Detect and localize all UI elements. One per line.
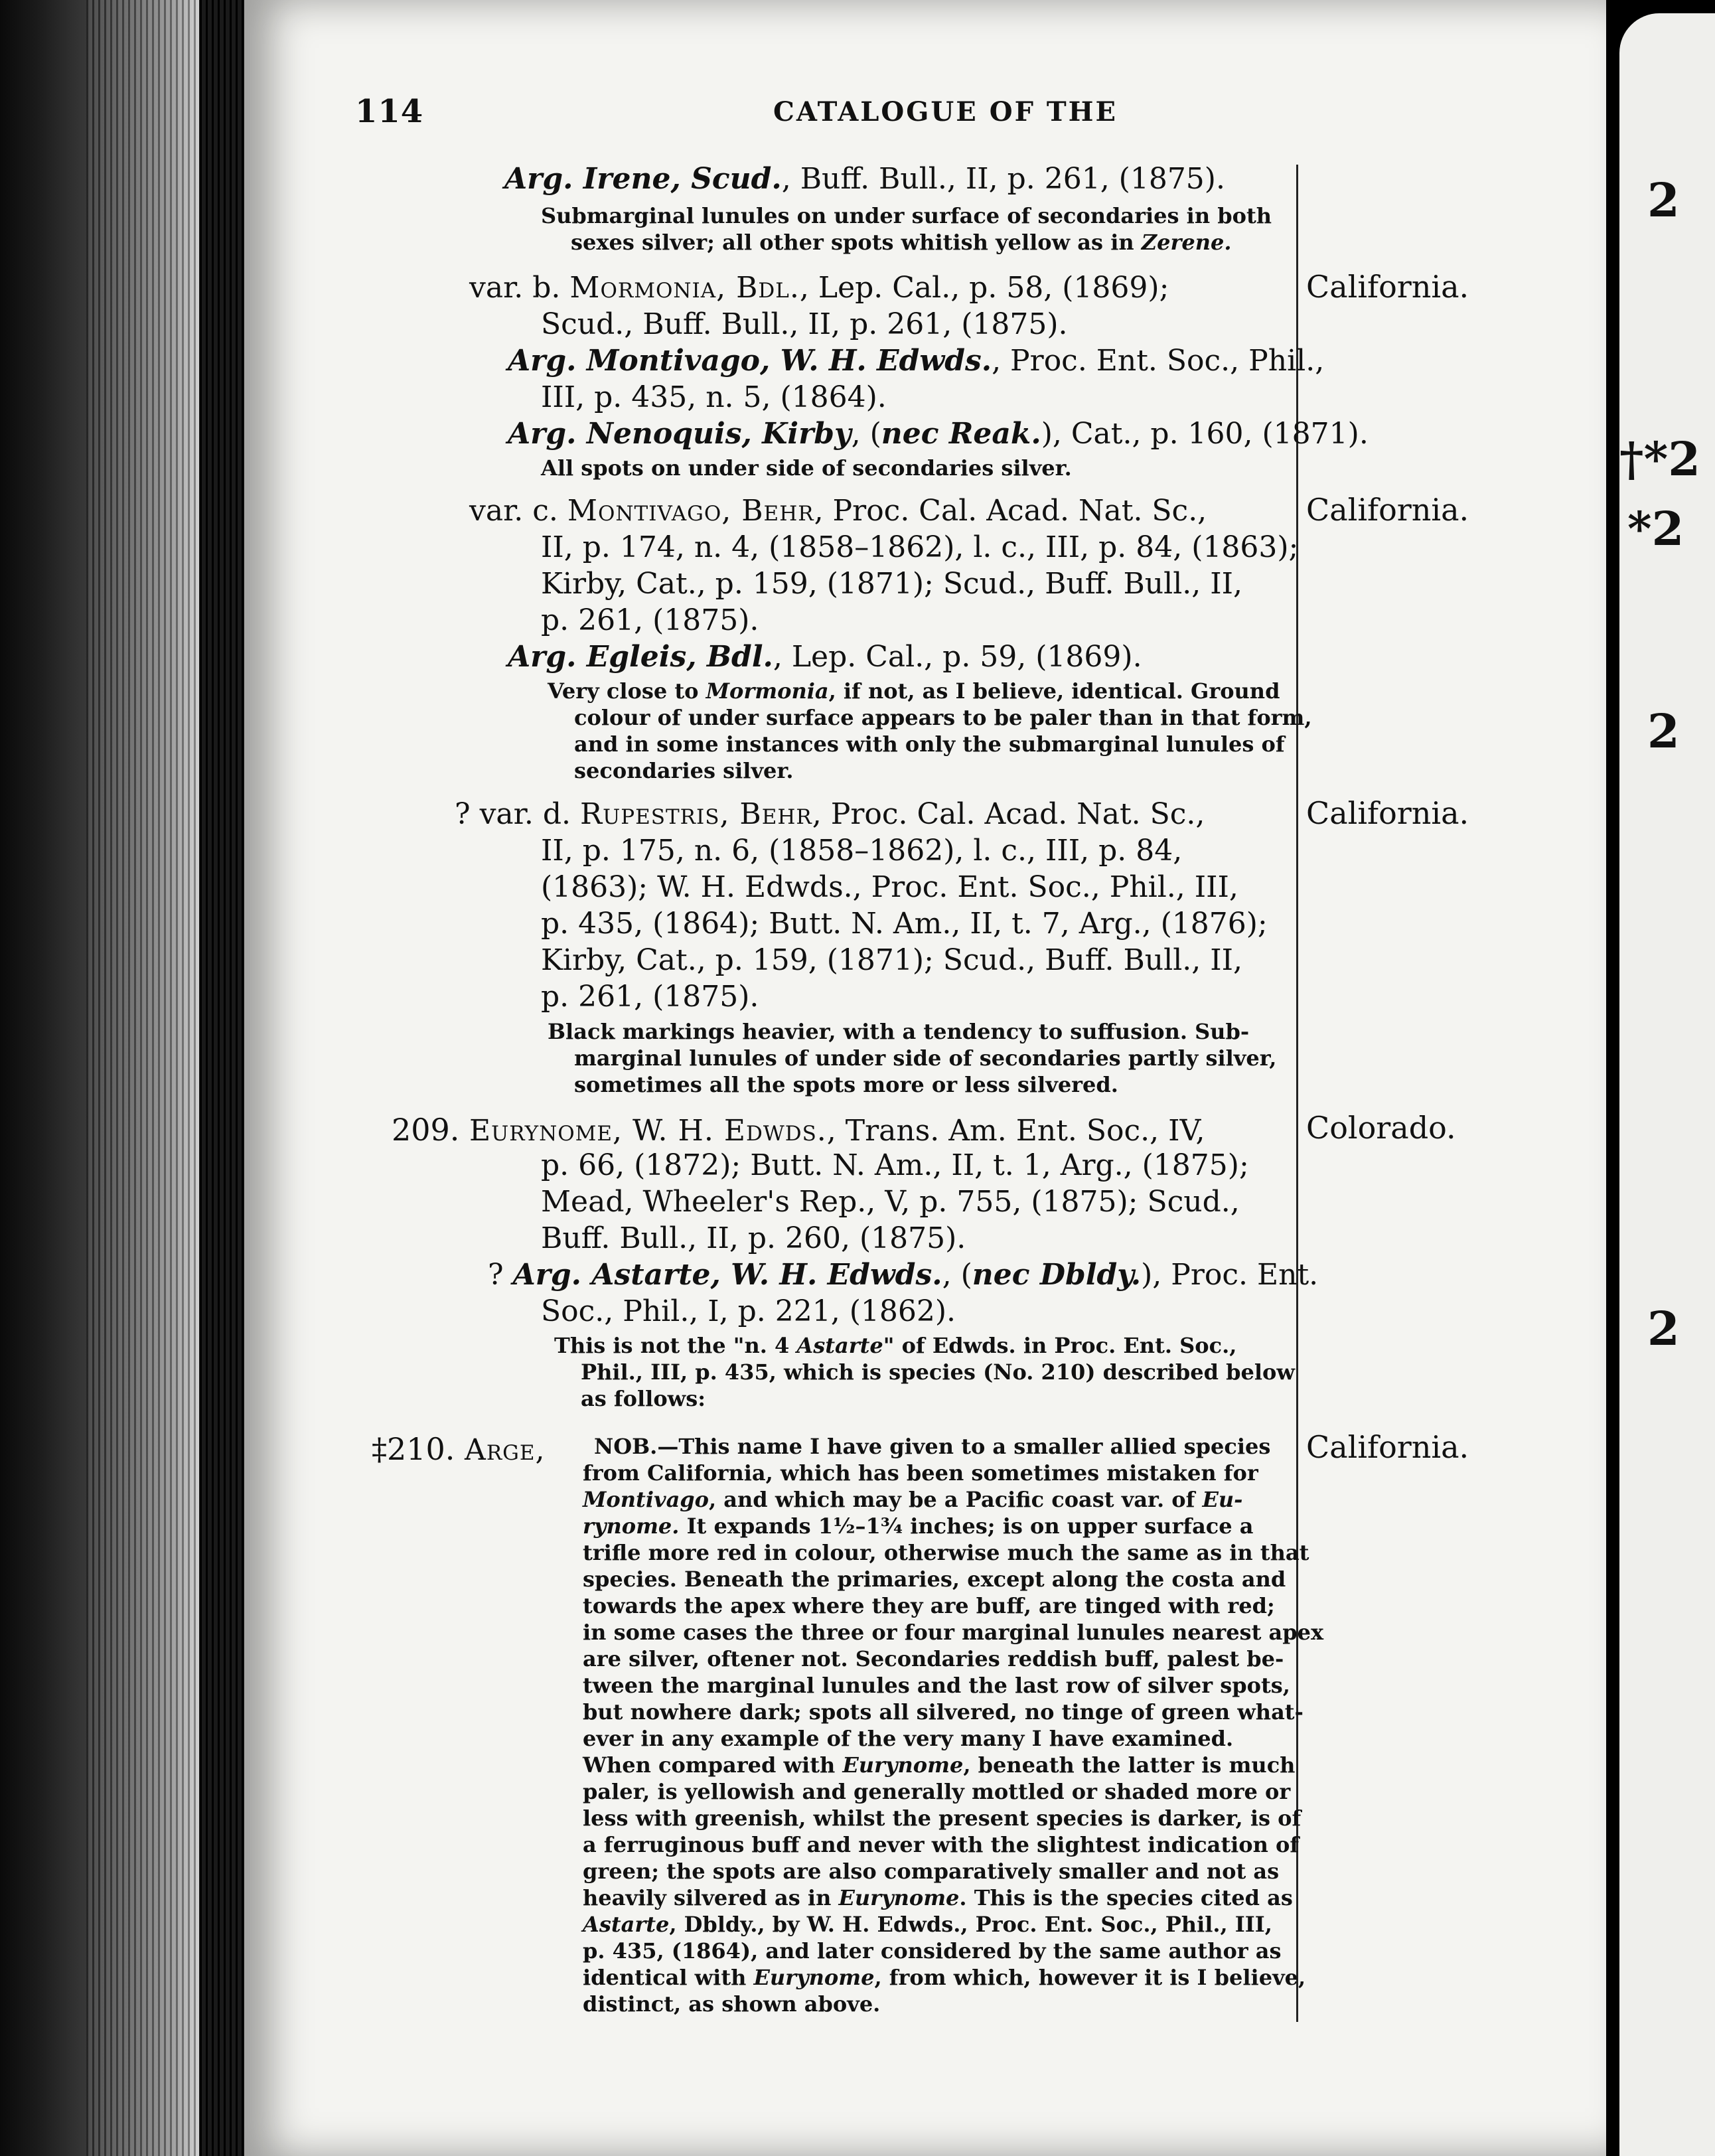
text-line [541, 455, 1072, 481]
text-run: Buff. Bull., II, p. 260, (1875). [541, 1221, 966, 1255]
text-run: nec Reak. [881, 417, 1041, 451]
text-run: , Proc. Cal. Acad. Nat. Sc., [814, 494, 1207, 528]
text-run: Arg. Montivago, W. H. Edwds. [508, 344, 992, 378]
text-run: Eurynome [842, 1752, 964, 1778]
locality-label: California. [1306, 795, 1469, 831]
facing-page-fragment: 2 [1647, 173, 1680, 228]
text-run: Eurynome [838, 1885, 960, 1910]
text-run: rynome. [583, 1513, 680, 1539]
text-line [583, 1806, 1301, 1831]
text-run: p. 261, (1875). [541, 603, 759, 637]
text-run: III, p. 435, n. 5, (1864). [541, 380, 887, 414]
text-run: All spots on under side of secondaries silver. [541, 455, 1072, 481]
text-run: , from which, however it is I believe, [874, 1965, 1306, 1990]
text-run: Phil., III, p. 435, which is species (No. 210) described below [581, 1359, 1295, 1385]
facing-page-fragment: †*2 [1619, 431, 1700, 487]
text-run: Mormonia, Bdl. [569, 271, 800, 305]
text-run: p. 66, (1872); Butt. N. Am., II, t. 1, Arg., (1875); [541, 1148, 1249, 1182]
text-run: , Dbldy., by W. H. Edwds., Proc. Ent. Soc., Phil., III, [669, 1912, 1272, 1937]
text-line [581, 1359, 1295, 1385]
text-line [583, 1567, 1286, 1592]
text-run: Eurynome, W. H. Edwds. [469, 1114, 827, 1148]
text-line [541, 834, 1182, 868]
text-line [469, 271, 1169, 305]
text-run: 209. [392, 1112, 470, 1148]
text-run: ? var. d. [455, 797, 580, 831]
text-run: NOB.—This name I have given to a smaller allied species [594, 1434, 1271, 1459]
text-line [541, 943, 1242, 977]
text-run: Arg. Astarte, W. H. Edwds. [512, 1258, 942, 1292]
text-line [583, 1938, 1282, 1964]
text-run: towards the apex where they are buff, are tinged with red; [583, 1593, 1275, 1618]
text-line [488, 1258, 1318, 1292]
text-run: species. Beneath the primaries, except along the costa and [583, 1567, 1286, 1592]
text-run: green; the spots are also comparatively smaller and not as [583, 1859, 1280, 1884]
text-line [574, 705, 1312, 730]
text-run: var. c. [469, 494, 567, 528]
text-line [583, 1487, 1242, 1512]
text-line [508, 417, 1369, 451]
text-line [581, 1386, 706, 1411]
text-run: Rupestris, Behr [579, 797, 812, 831]
text-line [583, 1752, 1295, 1778]
text-line [574, 732, 1285, 757]
text-run: marginal lunules of under side of secondaries partly silver, [574, 1045, 1277, 1071]
text-line [583, 1540, 1309, 1565]
text-line [574, 758, 793, 783]
text-line [541, 203, 1272, 228]
text-run: and in some instances with only the submarginal lunules of [574, 732, 1285, 757]
text-line [583, 1726, 1233, 1751]
text-run: from California, which has been sometimes mistaken for [583, 1460, 1258, 1486]
text-line [508, 640, 1142, 674]
text-run: Very close to [548, 678, 706, 704]
text-run: , Trans. Am. Ent. Soc., IV, [826, 1114, 1205, 1148]
text-line [392, 1112, 1205, 1148]
text-run: . This is the species cited as [959, 1885, 1293, 1910]
facing-page-fragment: 2 [1647, 1301, 1680, 1356]
text-line [541, 380, 887, 414]
text-run: sexes silver; all other spots whitish yellow as in [571, 230, 1142, 255]
text-run: Arge, [465, 1433, 546, 1467]
text-line [594, 1434, 1270, 1459]
text-run: sometimes all the spots more or less silvered. [574, 1072, 1118, 1097]
text-run: , ( [942, 1258, 972, 1292]
text-line [541, 1294, 956, 1328]
text-line [583, 1699, 1304, 1725]
text-run: (1863); W. H. Edwds., Proc. Ent. Soc., Phil., III, [541, 870, 1238, 904]
text-line [583, 1832, 1299, 1857]
text-line [372, 1431, 546, 1467]
text-run: var. b. [469, 271, 570, 305]
text-run: When compared with [583, 1752, 843, 1778]
text-line [541, 307, 1067, 341]
text-run: Mormonia [706, 678, 829, 704]
text-run: Arg. Egleis, Bdl. [508, 640, 773, 674]
text-run: p. 435, (1864); Butt. N. Am., II, t. 7, Arg., (1876); [541, 907, 1268, 941]
text-run: are silver, oftener not. Secondaries reddish buff, palest be- [583, 1646, 1284, 1671]
text-run: This is not the "n. 4 [554, 1333, 797, 1358]
text-line [583, 1965, 1305, 1990]
text-line [554, 1333, 1236, 1358]
text-run: Arg. Nenoquis, Kirby [508, 417, 852, 451]
text-run: , ( [851, 417, 881, 451]
text-run: secondaries silver. [574, 758, 794, 783]
text-line [541, 1148, 1249, 1182]
text-line [583, 1460, 1258, 1486]
text-run: Submarginal lunules on under surface of secondaries in both [541, 203, 1272, 228]
text-line [583, 1991, 880, 2017]
page-number: 114 [355, 93, 424, 130]
text-line [541, 603, 759, 637]
text-run: , Buff. Bull., II, p. 261, (1875). [781, 162, 1225, 196]
locality-label: California. [1306, 1429, 1469, 1465]
text-line [574, 1045, 1276, 1071]
text-line [583, 1673, 1290, 1698]
text-run: Kirby, Cat., p. 159, (1871); Scud., Buff. Bull., II, [541, 943, 1242, 977]
text-line [541, 1185, 1240, 1219]
text-line [541, 980, 759, 1014]
text-run: Montivago, Behr [567, 494, 814, 528]
text-line [583, 1859, 1279, 1884]
page-edges [86, 0, 246, 2156]
text-run: , Proc. Cal. Acad. Nat. Sc., [812, 797, 1205, 831]
text-run: Astarte [583, 1912, 670, 1937]
facing-page-fragment: 2 [1647, 704, 1680, 759]
text-run: nec Dbldy. [972, 1258, 1142, 1292]
text-line [583, 1646, 1284, 1671]
text-line [508, 344, 1324, 378]
text-run: ‡210. [372, 1431, 465, 1467]
text-run: , if not, as I believe, identical. Ground [828, 678, 1280, 704]
text-line [583, 1593, 1275, 1618]
text-run: , Lep. Cal., p. 58, (1869); [799, 271, 1169, 305]
text-line [504, 162, 1225, 196]
text-line [583, 1620, 1323, 1645]
text-run: , beneath the latter is much [963, 1752, 1296, 1778]
text-run: ? [488, 1258, 513, 1292]
text-run: , and which may be a Pacific coast var. of [709, 1487, 1203, 1512]
text-run: heavily silvered as in [583, 1885, 839, 1910]
text-run: in some cases the three or four marginal lunules nearest apex [583, 1620, 1324, 1645]
text-run: Montivago [583, 1487, 709, 1512]
locality-label: California. [1306, 492, 1469, 528]
text-run: less with greenish, whilst the present species is darker, is of [583, 1806, 1302, 1831]
text-run: distinct, as shown above. [583, 1991, 881, 2017]
text-run: trifle more red in colour, otherwise much the same as in that [583, 1540, 1309, 1565]
text-line [541, 530, 1298, 564]
locality-label: California. [1306, 269, 1469, 305]
facing-page-fragment: *2 [1627, 501, 1684, 556]
text-run: Scud., Buff. Bull., II, p. 261, (1875). [541, 307, 1068, 341]
text-run: p. 261, (1875). [541, 980, 759, 1014]
text-run: ), Cat., p. 160, (1871). [1041, 417, 1369, 451]
text-run: , Lep. Cal., p. 59, (1869). [773, 640, 1142, 674]
text-line [541, 567, 1242, 601]
text-run: Zerene. [1141, 230, 1232, 255]
text-run: identical with [583, 1965, 754, 1990]
text-line [574, 1072, 1118, 1097]
text-line [548, 1019, 1249, 1044]
text-line [583, 1779, 1290, 1804]
text-run: , Proc. Ent. Soc., Phil., [992, 344, 1325, 378]
text-line [548, 678, 1280, 704]
text-run: II, p. 175, n. 6, (1858–1862), l. c., III, p. 84, [541, 834, 1183, 868]
text-run: Arg. Irene, Scud. [504, 162, 782, 196]
facing-page-edge [1619, 13, 1715, 2156]
text-run: p. 435, (1864), and later considered by the same author as [583, 1938, 1282, 1964]
text-run: Eu- [1202, 1487, 1243, 1512]
text-run: ever in any example of the very many I have examined. [583, 1726, 1234, 1751]
text-run: " of Edwds. in Proc. Ent. Soc., [883, 1333, 1237, 1358]
text-line [541, 1221, 966, 1255]
text-line [541, 870, 1238, 904]
locality-label: Colorado. [1306, 1110, 1456, 1146]
text-run: Kirby, Cat., p. 159, (1871); Scud., Buff. Bull., II, [541, 567, 1242, 601]
running-head: CATALOGUE OF THE [773, 96, 1118, 127]
text-run: Black markings heavier, with a tendency to suffusion. Sub- [548, 1019, 1250, 1044]
text-run: paler, is yellowish and generally mottled or shaded more or [583, 1779, 1291, 1804]
text-run: a ferruginous buff and never with the slightest indication of [583, 1832, 1300, 1857]
text-line [541, 907, 1268, 941]
text-run: ), Proc. Ent. [1141, 1258, 1319, 1292]
text-line [455, 797, 1205, 831]
text-run: It expands 1½–1¾ inches; is on upper surface a [679, 1513, 1254, 1539]
text-line [583, 1912, 1272, 1937]
text-run: but nowhere dark; spots all silvered, no tinge of green what- [583, 1699, 1304, 1725]
text-line [583, 1885, 1293, 1910]
text-run: Eurynome [753, 1965, 875, 1990]
text-run: Astarte [796, 1333, 883, 1358]
text-line [571, 230, 1231, 255]
text-run: Mead, Wheeler's Rep., V, p. 755, (1875); Scud., [541, 1185, 1240, 1219]
text-run: as follows: [581, 1386, 706, 1411]
text-run: II, p. 174, n. 4, (1858–1862), l. c., III, p. 84, (1863); [541, 530, 1299, 564]
text-line [469, 494, 1207, 528]
text-line [583, 1513, 1254, 1539]
text-run: tween the marginal lunules and the last row of silver spots, [583, 1673, 1290, 1698]
text-run: Soc., Phil., I, p. 221, (1862). [541, 1294, 956, 1328]
text-run: colour of under surface appears to be paler than in that form, [574, 705, 1312, 730]
